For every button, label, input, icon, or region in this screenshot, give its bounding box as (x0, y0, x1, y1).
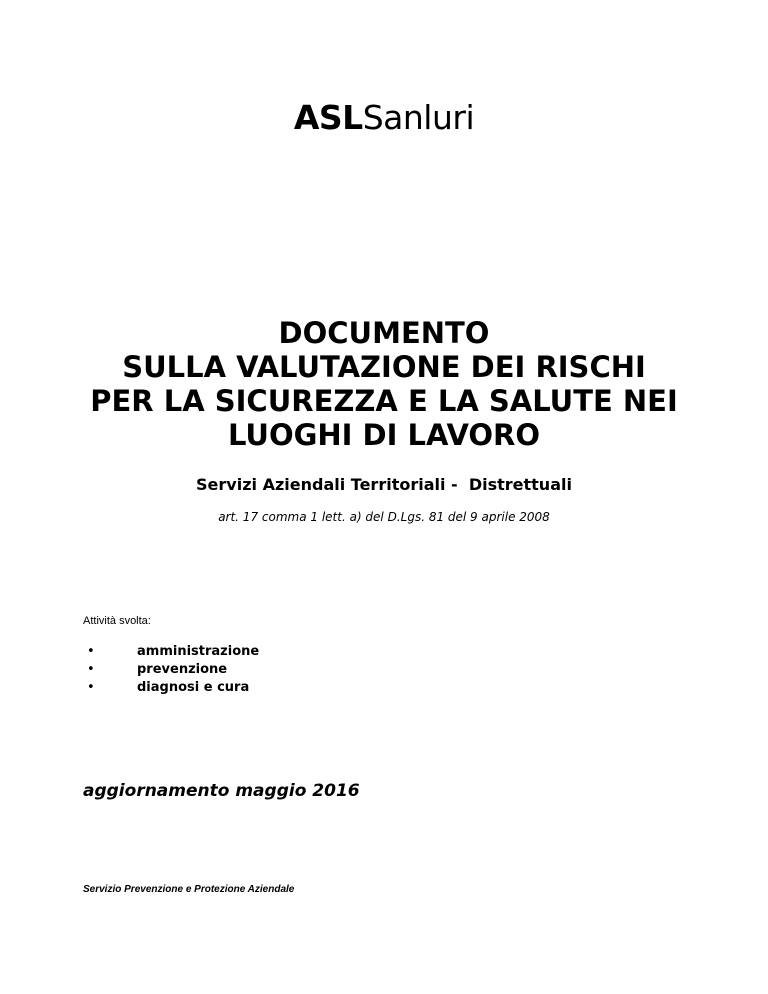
bullet-icon: • (87, 680, 95, 695)
legal-reference: art. 17 comma 1 lett. a) del D.Lgs. 81 del 9 aprile 2008 (218, 510, 550, 524)
logo-sanluri-text: Sanluri (362, 98, 475, 137)
activity-item-label: prevenzione (137, 662, 228, 677)
list-item (83, 643, 259, 661)
activity-item-label: diagnosi e cura (137, 680, 250, 695)
update-note: aggiornamento maggio 2016 (83, 781, 360, 801)
activity-item-label: amministrazione (137, 644, 260, 659)
asl-sanluri-logo (0, 96, 768, 140)
document-title-line: LUOGHI DI LAVORO (227, 418, 541, 452)
document-subtitle: Servizi Aziendali Territoriali - Distrettuali (196, 475, 572, 494)
activities-list (83, 643, 259, 697)
logo-asl-text: ASL (293, 98, 363, 137)
document-title-line: PER LA SICUREZZA E LA SALUTE NEI (90, 384, 678, 418)
bullet-icon: • (87, 662, 95, 677)
document-title-line: SULLA VALUTAZIONE DEI RISCHI (122, 350, 646, 384)
bullet-icon: • (87, 644, 95, 659)
list-item (83, 679, 259, 697)
activities-label: Attività svolta: (83, 615, 151, 627)
footer-service-name: Servizio Prevenzione e Protezione Aziendale (83, 884, 295, 895)
list-item (83, 661, 259, 679)
document-title (0, 316, 768, 452)
document-title-line: DOCUMENTO (278, 316, 490, 350)
